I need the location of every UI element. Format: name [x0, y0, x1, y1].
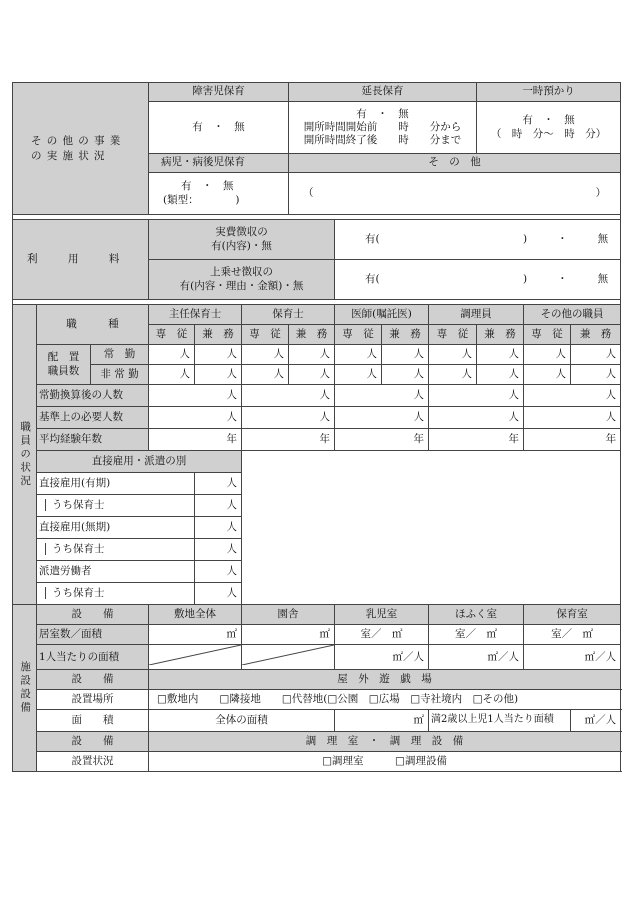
hijokin-cell[interactable]: 人 [242, 365, 289, 385]
shikichi-slash [149, 645, 242, 670]
hijokin-cell[interactable]: 人 [382, 365, 429, 385]
col-hoikushitsu: 保育室 [524, 605, 621, 625]
fee-uwanose-dot: ・ [557, 272, 568, 285]
jokyo-label: 設置状況 [37, 752, 149, 772]
byoji-type: (類型： ) [163, 193, 240, 206]
form-sheet [12, 82, 620, 772]
okugai-setsubi-label: 設 備 [37, 670, 149, 690]
jokin-cell[interactable]: 人 [477, 345, 524, 365]
nyuji-per[interactable]: ㎡／人 [335, 645, 429, 670]
hofuku-per[interactable]: ㎡／人 [429, 645, 524, 670]
hijokin-cell[interactable]: 人 [524, 365, 571, 385]
ichiji-time: （ 時 分～ 時 分） [490, 127, 607, 140]
byoji-value [149, 173, 289, 215]
hijokin-cell[interactable]: 人 [289, 365, 335, 385]
encho-after: 開所時間終了後 時 分まで [303, 134, 462, 147]
col-ensha: 園舎 [242, 605, 335, 625]
hoiku-per[interactable]: ㎡／人 [524, 645, 621, 670]
fee-uwanose-nashi: 無 [597, 272, 609, 285]
kansan-cell[interactable]: 人 [524, 385, 621, 407]
fee-uwanose-line2: 有(内容・理由・金額)・無 [179, 279, 304, 292]
hijokin-cell[interactable]: 人 [195, 365, 242, 385]
koyo-row-haken-hoiku-label: うち保育士 [45, 587, 105, 599]
role-hoikushi: 保育士 [242, 305, 335, 325]
hijokin-cell[interactable]: 人 [477, 365, 524, 385]
fee-uwanose-line1: 上乗せ徴収の [210, 266, 274, 279]
koyo-row-yuki-hoiku-label: うち保育士 [45, 499, 105, 511]
sonota-sen: 専 従 [524, 325, 571, 345]
hofuku-rooms[interactable]: 室／ ㎡ [429, 625, 524, 645]
keiken-label: 平均経験年数 [37, 429, 149, 451]
encho-before: 開所時間開始前 時 分から [303, 120, 462, 133]
zentai-menseki-value[interactable]: ㎡ [335, 710, 429, 732]
ensha-slash [242, 645, 335, 670]
koyo-cell[interactable]: 人 [195, 561, 242, 583]
fee-jippi-line1: 実費徴収の [215, 226, 268, 239]
role-choriin: 調理員 [429, 305, 524, 325]
koyo-row-yuki: 直接雇用(有期) [37, 473, 195, 495]
fee-uwanose-ari: 有( [365, 272, 380, 285]
other-section-label: その他の事業の実施状況 [13, 83, 149, 215]
fee-uwanose-value[interactable] [335, 260, 621, 300]
col-hofuku: ほふく室 [429, 605, 524, 625]
hijokin-cell[interactable]: 人 [571, 365, 621, 385]
sonota-value[interactable] [289, 173, 621, 215]
fee-jippi-line2: 有(内容)・無 [211, 239, 272, 252]
hijokin-cell[interactable]: 人 [335, 365, 382, 385]
jokyo-options[interactable]: □調理室 □調理設備 [149, 752, 621, 772]
kijun-cell[interactable]: 人 [524, 407, 621, 429]
over2-value[interactable]: ㎡／人 [571, 710, 621, 732]
choriin-sen: 専 従 [429, 325, 477, 345]
shunin-sen: 専 従 [149, 325, 195, 345]
jokin-label: 常 勤 [91, 345, 149, 365]
fee-uwanose-label [149, 260, 335, 300]
sonota-close: ） [595, 186, 607, 199]
shogai-value: 有 ・ 無 [149, 102, 289, 154]
col-nyujishitsu: 乳児室 [335, 605, 429, 625]
koyo-row-muki-hoiku-label: うち保育士 [45, 543, 105, 555]
koyo-cell[interactable]: 人 [195, 583, 242, 605]
shokushu-label: 職 種 [37, 305, 149, 345]
col-ichiji: 一時預かり [477, 83, 621, 102]
koyo-row-muki: 直接雇用(無期) [37, 517, 195, 539]
encho-value [289, 102, 477, 154]
keiken-cell[interactable]: 年 [524, 429, 621, 451]
choriin-ken: 兼 務 [477, 325, 524, 345]
diagonal-slash-icon [149, 645, 241, 665]
role-sonota: その他の職員 [524, 305, 621, 325]
fee-jippi-ari: 有( [365, 232, 380, 245]
role-ishi: 医師(嘱託医) [335, 305, 429, 325]
over2-label: 満2歳以上児1人当たり面積 [429, 710, 571, 732]
fee-jippi-label [149, 220, 335, 260]
jokin-cell[interactable]: 人 [149, 345, 195, 365]
chori-setsubi-label: 設 備 [37, 732, 149, 752]
role-shunin: 主任保育士 [149, 305, 242, 325]
facility-report-table [12, 82, 621, 772]
basho-options[interactable]: □敷地内 □隣接地 □代替地(□公園 □広場 □寺社境内 □その他) [149, 690, 621, 710]
fee-jippi-value[interactable] [335, 220, 621, 260]
ichiji-value [477, 102, 621, 154]
kijun-label: 基準上の必要人数 [37, 407, 149, 429]
jokin-cell[interactable]: 人 [242, 345, 289, 365]
jokin-cell[interactable]: 人 [524, 345, 571, 365]
kansan-cell[interactable]: 人 [335, 385, 429, 407]
fee-jippi-nashi: 無 [597, 232, 609, 245]
staff-section-label: 職員の状況 [13, 305, 37, 605]
koyo-cell[interactable]: 人 [195, 495, 242, 517]
kyoshitsu-label: 居室数／面積 [37, 625, 149, 645]
sonota-open: （ [303, 186, 314, 199]
koyo-row-muki-hoiku [37, 539, 195, 561]
hoikushi-sen: 専 従 [242, 325, 289, 345]
shikichi-area[interactable]: ㎡ [149, 625, 242, 645]
col-shikichi: 敷地全体 [149, 605, 242, 625]
nyuji-rooms[interactable]: 室／ ㎡ [335, 625, 429, 645]
kijun-cell[interactable]: 人 [335, 407, 429, 429]
okugai-header: 屋 外 遊 戯 場 [149, 670, 621, 690]
menseki-label: 面 積 [37, 710, 149, 732]
col-shogai: 障害児保育 [149, 83, 289, 102]
per-person-label: 1人当たりの面積 [37, 645, 149, 670]
fee-jippi-close: ) [522, 232, 528, 245]
keiken-cell[interactable]: 年 [335, 429, 429, 451]
kijun-cell[interactable]: 人 [149, 407, 242, 429]
kansan-cell[interactable]: 人 [429, 385, 524, 407]
koyo-cell[interactable]: 人 [195, 517, 242, 539]
byoji-label: 病児・病後児保育 [149, 154, 289, 173]
col-encho: 延長保育 [289, 83, 477, 102]
shunin-ken: 兼 務 [195, 325, 242, 345]
diagonal-slash-icon [242, 645, 334, 665]
keiken-cell[interactable]: 年 [149, 429, 242, 451]
kijun-cell[interactable]: 人 [429, 407, 524, 429]
koyo-row-haken-hoiku [37, 583, 195, 605]
setsubi-label: 設 備 [37, 605, 149, 625]
hijokin-cell[interactable]: 人 [149, 365, 195, 385]
hijokin-label: 非 常 勤 [91, 365, 149, 385]
ishi-ken: 兼 務 [382, 325, 429, 345]
encho-ari-nashi: 有 ・ 無 [356, 107, 409, 120]
ichiji-ari-nashi: 有 ・ 無 [522, 114, 575, 127]
zentai-menseki-label: 全体の面積 [149, 710, 335, 732]
kansan-label: 常勤換算後の人数 [37, 385, 149, 407]
fee-jippi-dot: ・ [557, 232, 568, 245]
jokin-cell[interactable]: 人 [195, 345, 242, 365]
facility-section-label: 施設設備 [13, 605, 37, 772]
basho-label: 設置場所 [37, 690, 149, 710]
kijun-cell[interactable]: 人 [242, 407, 335, 429]
keiken-cell[interactable]: 年 [242, 429, 335, 451]
kansan-cell[interactable]: 人 [149, 385, 242, 407]
koyo-row-haken: 派遣労働者 [37, 561, 195, 583]
koyo-cell[interactable]: 人 [195, 539, 242, 561]
jokin-cell[interactable]: 人 [571, 345, 621, 365]
haichi-label: 配 置 職員数 [37, 345, 91, 385]
koyo-row-yuki-hoiku [37, 495, 195, 517]
chori-header: 調 理 室 ・ 調 理 設 備 [149, 732, 621, 752]
byoji-ari-nashi: 有 ・ 無 [181, 180, 234, 193]
fee-section-label: 利 用 料 [13, 220, 149, 300]
koyo-cell[interactable]: 人 [195, 473, 242, 495]
ensha-area[interactable]: ㎡ [242, 625, 335, 645]
koyo-header: 直接雇用・派遣の別 [37, 451, 242, 473]
jokin-cell[interactable]: 人 [429, 345, 477, 365]
jokin-cell[interactable]: 人 [335, 345, 382, 365]
kansan-cell[interactable]: 人 [242, 385, 335, 407]
fee-uwanose-close: ) [522, 272, 528, 285]
jokin-cell[interactable]: 人 [382, 345, 429, 365]
hoiku-rooms[interactable]: 室／ ㎡ [524, 625, 621, 645]
ishi-sen: 専 従 [335, 325, 382, 345]
hoikushi-ken: 兼 務 [289, 325, 335, 345]
keiken-cell[interactable]: 年 [429, 429, 524, 451]
jokin-cell[interactable]: 人 [289, 345, 335, 365]
hijokin-cell[interactable]: 人 [429, 365, 477, 385]
sonota-label: そ の 他 [289, 154, 621, 173]
sonota-ken: 兼 務 [571, 325, 621, 345]
